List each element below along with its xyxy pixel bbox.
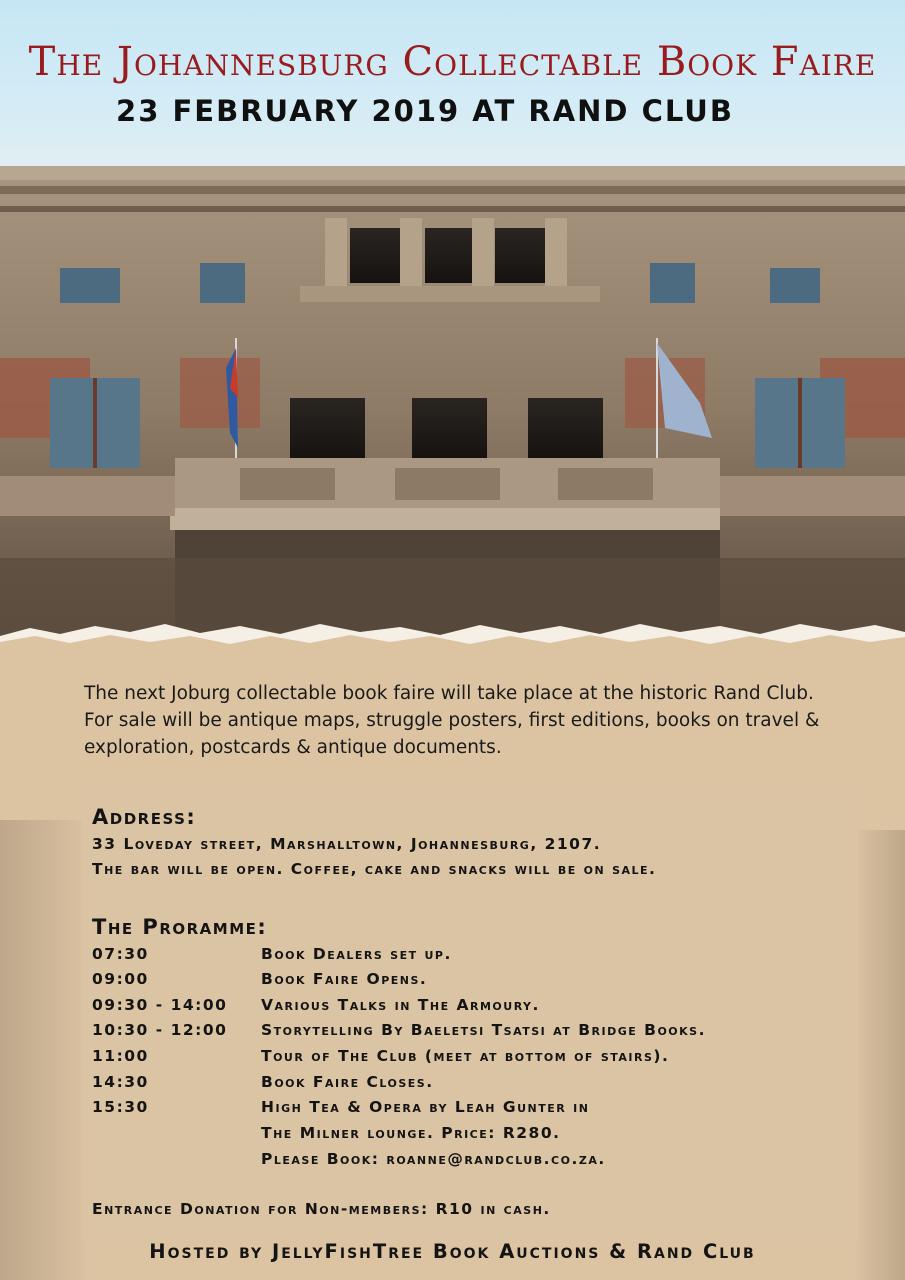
faded-building-right bbox=[855, 830, 905, 1280]
address-line: 33 Loveday street, Marshalltown, Johannesburg, 2107. bbox=[92, 835, 602, 853]
faded-building-left bbox=[0, 820, 85, 1280]
programme-desc: Book Dealers set up. bbox=[261, 945, 452, 963]
programme-time: 09:30 - 14:00 bbox=[92, 996, 228, 1014]
programme-desc: Tour of The Club (meet at bottom of stairs). bbox=[261, 1047, 670, 1065]
programme-time: 07:30 bbox=[92, 945, 149, 963]
intro-line: The next Joburg collectable book faire will take place at the historic Rand Club. bbox=[84, 683, 814, 704]
programme-time: 15:30 bbox=[92, 1098, 149, 1116]
programme-desc: Book Faire Opens. bbox=[261, 970, 428, 988]
hosted-by-footer: Hosted by JellyFishTree Book Auctions & Rand Club bbox=[149, 1240, 756, 1263]
event-title: The Johannesburg Collectable Book Faire bbox=[28, 39, 877, 85]
info-panel bbox=[82, 790, 858, 1240]
programme-desc: Book Faire Closes. bbox=[261, 1073, 434, 1091]
programme-desc: Please Book: roanne@randclub.co.za. bbox=[261, 1150, 606, 1168]
programme-desc: Storytelling By Baeletsi Tsatsi at Bridge Books. bbox=[261, 1021, 706, 1039]
entrance-donation: Entrance Donation for Non-members: R10 in cash. bbox=[92, 1200, 551, 1218]
programme-time: 11:00 bbox=[92, 1047, 149, 1065]
intro-line: exploration, postcards & antique documents. bbox=[84, 737, 502, 758]
programme-time: 14:30 bbox=[92, 1073, 149, 1091]
intro-line: For sale will be antique maps, struggle posters, first editions, books on travel & bbox=[84, 710, 820, 731]
programme-time: 10:30 - 12:00 bbox=[92, 1021, 228, 1039]
programme-heading: The Proramme: bbox=[92, 915, 268, 939]
programme-time: 09:00 bbox=[92, 970, 149, 988]
intro-paragraph bbox=[84, 680, 884, 761]
event-date-venue: 23 FEBRUARY 2019 AT RAND CLUB bbox=[116, 94, 734, 128]
programme-desc: High Tea & Opera by Leah Gunter in bbox=[261, 1098, 590, 1116]
bar-info-line: The bar will be open. Coffee, cake and snacks will be on sale. bbox=[92, 860, 657, 878]
address-heading: Address: bbox=[92, 805, 197, 829]
rand-club-building-photo bbox=[0, 158, 905, 650]
programme-desc: The Milner lounge. Price: R280. bbox=[261, 1124, 561, 1142]
sky-header bbox=[0, 0, 905, 175]
programme-desc: Various Talks in The Armoury. bbox=[261, 996, 540, 1014]
